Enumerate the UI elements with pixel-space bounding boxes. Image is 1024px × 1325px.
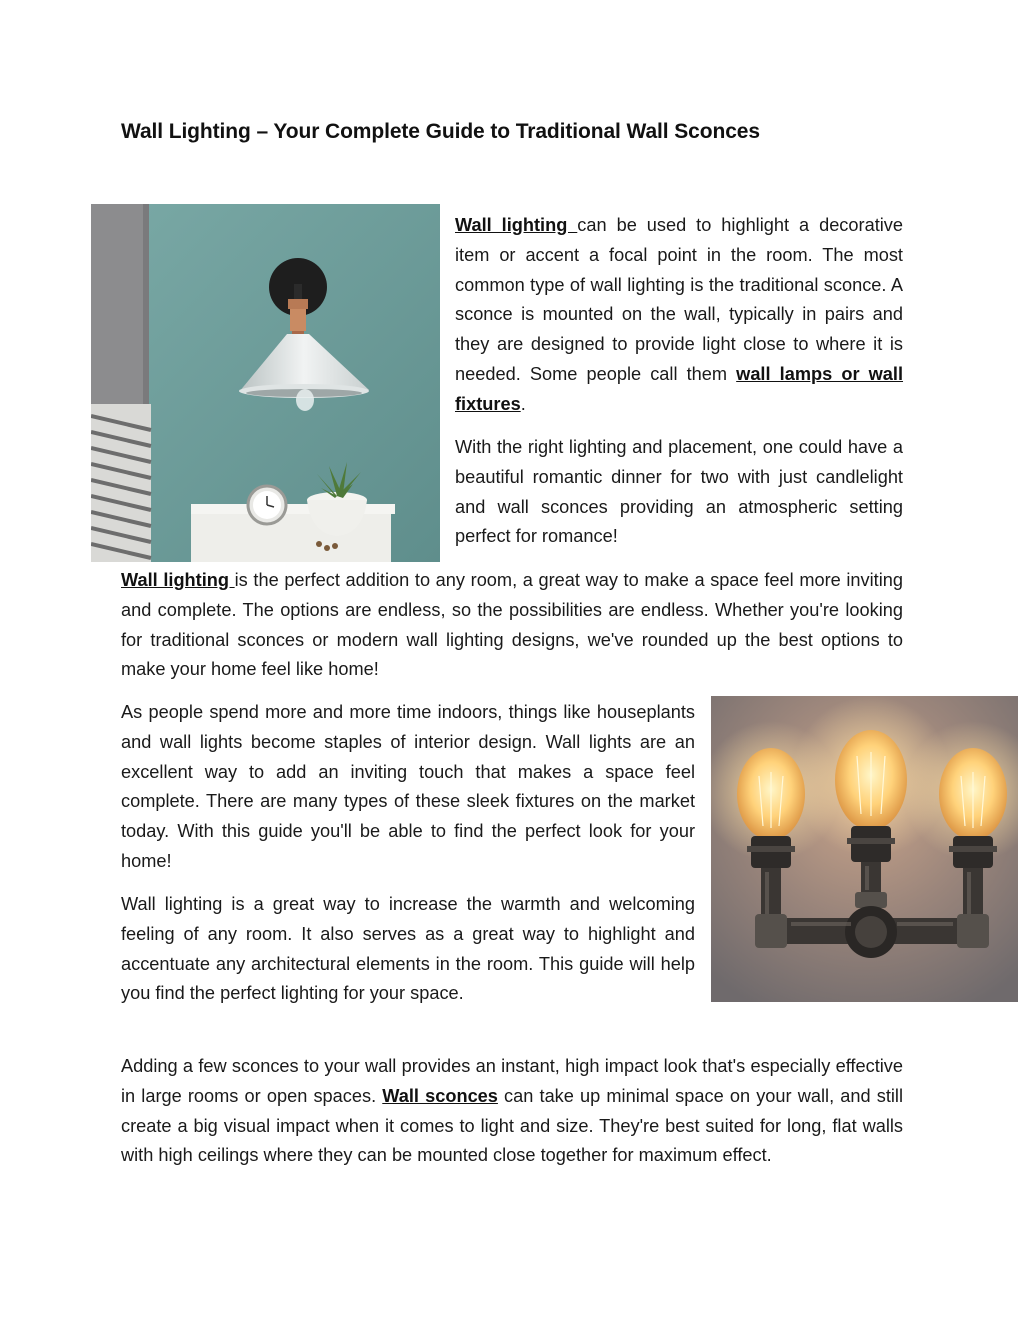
page-title: Wall Lighting – Your Complete Guide to Traditional Wall Sconces: [121, 120, 760, 143]
wall-lamps-link[interactable]: wall lamps or wall fixtures: [455, 363, 904, 414]
intro-paragraph: [455, 211, 903, 420]
romance-paragraph: With the right lighting and placement, one could have a beautiful romantic dinner for two with just candlelight and wall sconces providing an atmospheric setting perfect for romance!: [455, 437, 903, 547]
indoors-paragraph: As people spend more and more time indoors, things like houseplants and wall lights become staples of interior design. Wall lights are an excellent way to add an inviting touch that makes a space feel complete. There are many types of these sleek fixtures on the market today. With this guide you'll be able to find the perfect look for your home!: [121, 702, 695, 871]
pipe-sconce-photo: [711, 696, 1018, 1002]
sconce-illustration: [91, 204, 440, 562]
addition-text: is the perfect addition to any room, a great way to make a space feel more inviting and complete. The options are endless, so the possibilities are endless. Whether you're looking for traditional sconces or modern wall lighting designs, we've rounded up the best options to make your home feel like home!: [121, 570, 903, 680]
sconces-text: Adding a few sconces to your wall provides an instant, high impact look that's especially effective in large rooms or open spaces.: [121, 1056, 903, 1106]
pipe-sconce-illustration: [711, 696, 1018, 1002]
sconces-paragraph: [121, 1052, 903, 1171]
addition-paragraph: [121, 566, 903, 685]
white-sconce-photo: [91, 204, 440, 562]
wall-sconces-link[interactable]: Wall sconces: [382, 1085, 498, 1106]
wall-lighting-link-2[interactable]: Wall lighting: [121, 570, 235, 590]
intro-text: can be used to highlight a decorative item or accent a focal point in the room. The most common type of wall lighting is the traditional sconce. A sconce is mounted on the wall, typically in pairs and they are designed to provide light close to where it is needed. Some people call them: [455, 215, 903, 384]
wall-lighting-link[interactable]: Wall lighting: [455, 215, 578, 235]
intro-text-end: .: [520, 393, 526, 414]
warmth-paragraph: Wall lighting is a great way to increase the warmth and welcoming feeling of any room. It also serves as a great way to highlight and accentuate any architectural elements in the room. This guide will help you find the perfect lighting for your space.: [121, 894, 695, 1004]
sconces-text-end: can take up minimal space on your wall, and still create a big visual impact when it comes to light and size. They're best suited for long, flat walls with high ceilings where they can be mounted close together for maximum effect.: [121, 1085, 904, 1166]
